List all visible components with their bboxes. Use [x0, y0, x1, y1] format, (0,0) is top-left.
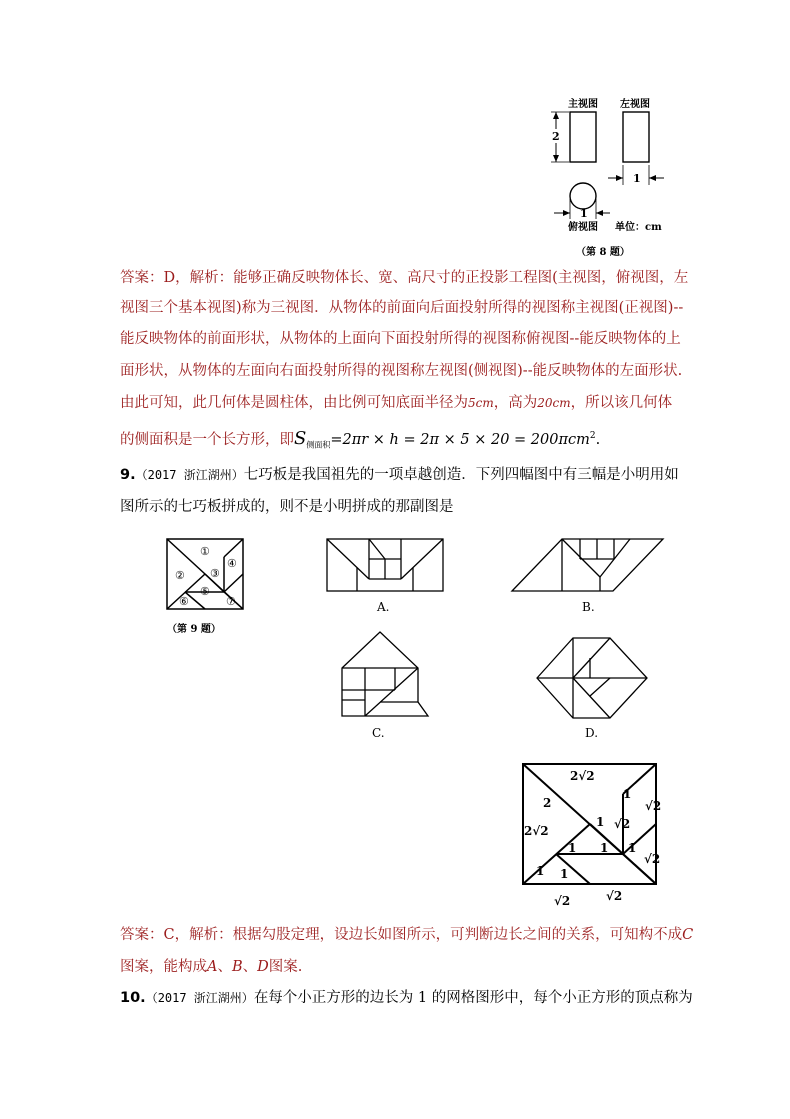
fig8-front-view: [570, 112, 596, 162]
answer8-s-symbol: S: [294, 427, 307, 449]
answer9-line2: [120, 957, 302, 977]
answer8-line5-mid: ，高为: [493, 395, 538, 411]
edge-label-4: 1: [623, 787, 632, 801]
edge-label-15: √2: [606, 889, 623, 903]
edge-label-6: √2: [614, 817, 631, 831]
edge-label-10: 1: [536, 864, 545, 878]
edge-label-2: 2: [543, 796, 552, 810]
fig8-top-dim: 1: [580, 207, 588, 220]
fig9-caption: （第 9 题）: [167, 624, 221, 635]
answer8-s-sub: 侧面积: [306, 440, 331, 450]
edge-label-13: 1: [628, 841, 637, 855]
option-d-figure: [535, 630, 650, 740]
option-d-label: D.: [585, 726, 599, 740]
edge-label-7: √2: [645, 799, 662, 813]
edge-label-3: 2√2: [524, 824, 549, 838]
answer8-line5-end: ，所以该几何体: [570, 395, 673, 411]
fig9-piece-4: ④: [227, 557, 237, 570]
edge-length-diagram: [518, 760, 678, 908]
fig8-unit: 单位：cm: [615, 222, 662, 233]
q10-line1: [120, 988, 693, 1008]
q9-line1: [120, 465, 679, 485]
answer8-formula-exp: 2: [589, 431, 596, 441]
edge-label-5: 1: [596, 815, 605, 829]
answer8-formula: =2πr × h = 2π × 5 × 20 = 200πcm: [330, 431, 590, 448]
fig8-left-label: 左视图: [620, 99, 650, 110]
q9-text-1: 七巧板是我国祖先的一项卓越创造．下列四幅图中有三幅是小明用如: [243, 467, 679, 483]
fig9-piece-7: ⑦: [226, 595, 236, 608]
answer8-radius: 5cm: [468, 396, 494, 410]
answer9-d: D: [257, 959, 269, 975]
answer8-line3: 能反映物体的前面形状，从物体的上面向下面投射所得的视图称俯视图--能反映物体的上: [120, 331, 681, 347]
fig8-height-dim: 2: [552, 130, 560, 143]
fig9-tangram: [165, 537, 245, 637]
option-c-figure: [340, 630, 430, 740]
fig9-piece-3: ③: [210, 567, 220, 580]
edge-label-8: 1: [568, 841, 577, 855]
answer9-sep1: 、: [217, 959, 232, 975]
answer9-a: A: [207, 959, 218, 975]
answer8-line1: 答案：D，解析：能够正确反映物体长、宽、高尺寸的正投影工程图(主视图，俯视图，左: [120, 270, 689, 286]
answer8-height: 20cm: [537, 396, 571, 410]
edge-label-12: √2: [554, 894, 571, 908]
answer8-line6-start: 的侧面积是一个长方形，即: [120, 431, 294, 448]
answer9-b: B: [231, 959, 243, 975]
answer8-line6-end: .: [595, 431, 601, 448]
fig9-piece-6: ⑥: [179, 595, 189, 608]
answer8-line5: [120, 393, 672, 413]
answer9-line1: [120, 925, 693, 945]
fig8-top-label: 俯视图: [568, 222, 598, 233]
option-b-label: B.: [582, 600, 595, 614]
option-a-label: A.: [377, 600, 390, 614]
q10-text: 在每个小正方形的边长为 1 的网格图形中，每个小正方形的顶点称为: [253, 990, 693, 1006]
edge-label-9: 1: [600, 841, 609, 855]
option-a-figure: [325, 537, 445, 617]
q9-source: （2017 浙江湖州）: [135, 468, 244, 482]
answer8-line4: 面形状，从物体的左面向右面投射所得的视图称左视图(侧视图)--能反映物体的左面形状.: [120, 363, 683, 379]
fig8-three-views: [540, 95, 680, 260]
answer8-line5-start: 由此可知，此几何体是圆柱体，由比例可知底面半径为: [120, 395, 468, 411]
q10-number: 10.: [120, 990, 146, 1006]
fig8-left-width-dim: 1: [633, 172, 641, 185]
fig8-front-label: 主视图: [568, 99, 598, 110]
fig8-caption: （第 8 题）: [576, 247, 630, 258]
answer9-text-2: 图案，能构成: [120, 959, 207, 975]
fig9-piece-2: ②: [175, 569, 185, 582]
answer9-sep2: 、: [242, 959, 258, 975]
answer9-c: C: [682, 927, 694, 943]
q9-number: 9.: [120, 467, 136, 483]
edge-label-1: 2√2: [570, 769, 595, 783]
answer8-line6: [120, 426, 600, 456]
edge-label-14: √2: [644, 852, 661, 866]
answer9-text-3: 图案.: [268, 959, 303, 975]
option-c-label: C.: [372, 726, 385, 740]
fig8-left-view: [623, 112, 649, 162]
answer9-text-1: 答案：C，解析：根据勾股定理，设边长如图所示，可判断边长之间的关系，可知构不成: [120, 927, 683, 943]
option-b-figure: [510, 537, 665, 617]
fig9-piece-1: ①: [200, 545, 210, 558]
fig8-top-view: [570, 183, 596, 209]
q10-source: （2017 浙江湖州）: [145, 991, 254, 1005]
q9-line2: 图所示的七巧板拼成的，则不是小明拼成的那副图是: [120, 499, 454, 515]
fig9-piece-5: ⑤: [200, 585, 210, 598]
edge-label-11: 1: [560, 867, 569, 881]
answer8-line2: 视图三个基本视图)称为三视图．从物体的前面向后面投射所得的视图称主视图(正视图)--: [120, 300, 684, 316]
